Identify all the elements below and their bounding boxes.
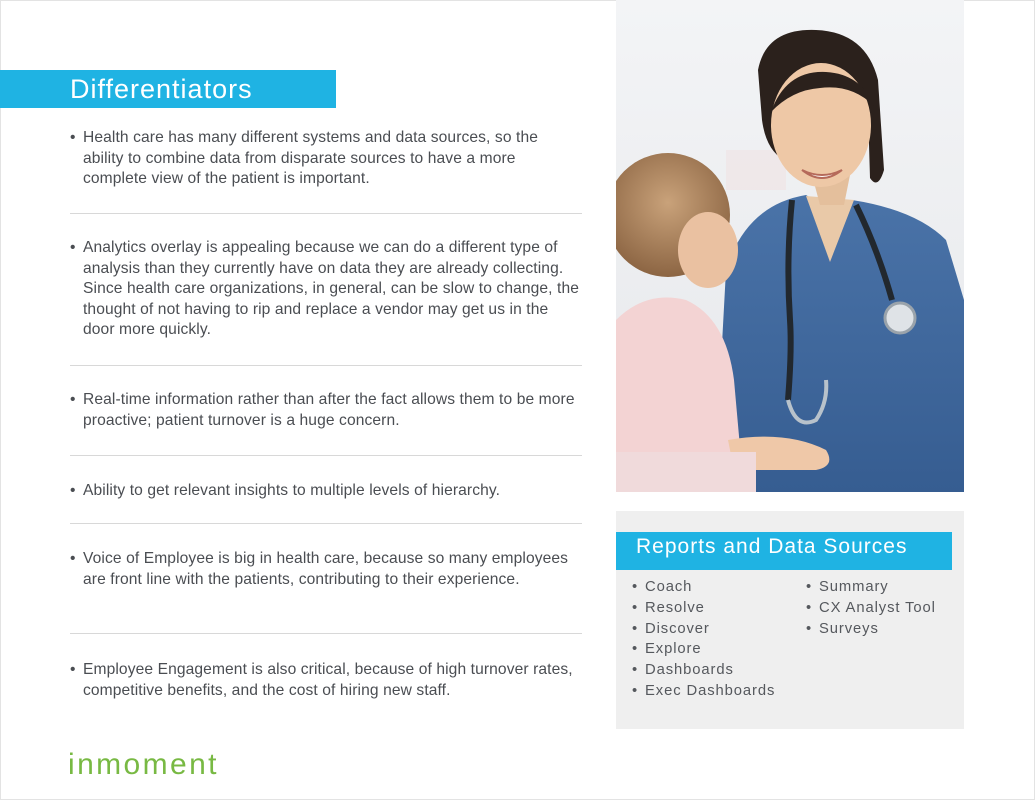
divider [70, 455, 582, 456]
list-item [632, 639, 775, 660]
list-item [70, 238, 582, 341]
report-item-label: Surveys [819, 620, 879, 637]
list-item-text: Real-time information rather than after the fact allows them to be more proactive; patient turnover is a huge concern. [83, 391, 575, 429]
list-item-text: Ability to get relevant insights to multiple levels of hierarchy. [83, 482, 501, 499]
list-item [632, 681, 775, 702]
nurse-with-child-photo [616, 0, 964, 492]
list-item [806, 619, 936, 640]
list-item [632, 577, 775, 598]
report-item-label: Summary [819, 579, 889, 595]
bullet-icon: • [806, 579, 813, 595]
page-title: Differentiators [70, 74, 253, 104]
bullet-icon: • [70, 482, 76, 499]
bullet-icon: • [70, 661, 76, 678]
reports-list-col1 [632, 577, 775, 702]
report-item-label: CX Analyst Tool [819, 599, 936, 616]
report-item-label: Exec Dashboards [645, 682, 776, 699]
bullet-icon: • [70, 391, 76, 408]
reports-title-banner [616, 532, 952, 570]
bullet-icon: • [632, 662, 639, 679]
report-item-label: Dashboards [645, 662, 734, 679]
bullet-icon: • [70, 550, 76, 567]
report-item-label: Coach [645, 579, 693, 595]
report-item-label: Explore [645, 641, 702, 658]
title-banner [0, 70, 336, 108]
list-item [632, 660, 775, 681]
inmoment-logo: inmoment [68, 748, 219, 781]
list-item [70, 390, 582, 431]
list-item [70, 549, 582, 590]
list-item [70, 660, 582, 701]
divider [70, 213, 582, 214]
report-item-label: Resolve [645, 599, 705, 616]
bullet-icon: • [70, 239, 76, 256]
list-item-text: Employee Engagement is also critical, because of high turnover rates, competitive benefits, and the cost of hiring new staff. [83, 661, 573, 699]
list-item [632, 598, 775, 619]
list-item [70, 128, 582, 190]
list-item [70, 481, 582, 502]
reports-list-col2 [806, 577, 936, 639]
bullet-icon: • [806, 620, 813, 637]
bullet-icon: • [632, 579, 639, 595]
divider [70, 365, 582, 366]
report-item-label: Discover [645, 620, 710, 637]
bullet-icon: • [806, 599, 813, 616]
bullet-icon: • [632, 641, 639, 658]
reports-panel [616, 511, 964, 729]
divider [70, 633, 582, 634]
bullet-icon: • [632, 682, 639, 699]
bullet-icon: • [70, 129, 76, 146]
list-item-text: Health care has many different systems and data sources, so the ability to combine data from disparate sources to have a more complete view of the patient is important. [83, 129, 539, 188]
bullet-icon: • [632, 599, 639, 616]
list-item-text: Voice of Employee is big in health care, because so many employees are front line with the patients, contributing to their experience. [83, 550, 569, 588]
list-item-text: Analytics overlay is appealing because we can do a different type of analysis than they currently have on data they are already collecting. Since health care organizations, in general, can be slow to change, the thought of not having to rip and replace a vendor may get us in the door more quickly. [83, 239, 580, 339]
reports-title: Reports and Data Sources [636, 535, 908, 558]
list-item [806, 577, 936, 598]
divider [70, 523, 582, 524]
bullet-icon: • [632, 620, 639, 637]
list-item [806, 598, 936, 619]
list-item [632, 619, 775, 640]
